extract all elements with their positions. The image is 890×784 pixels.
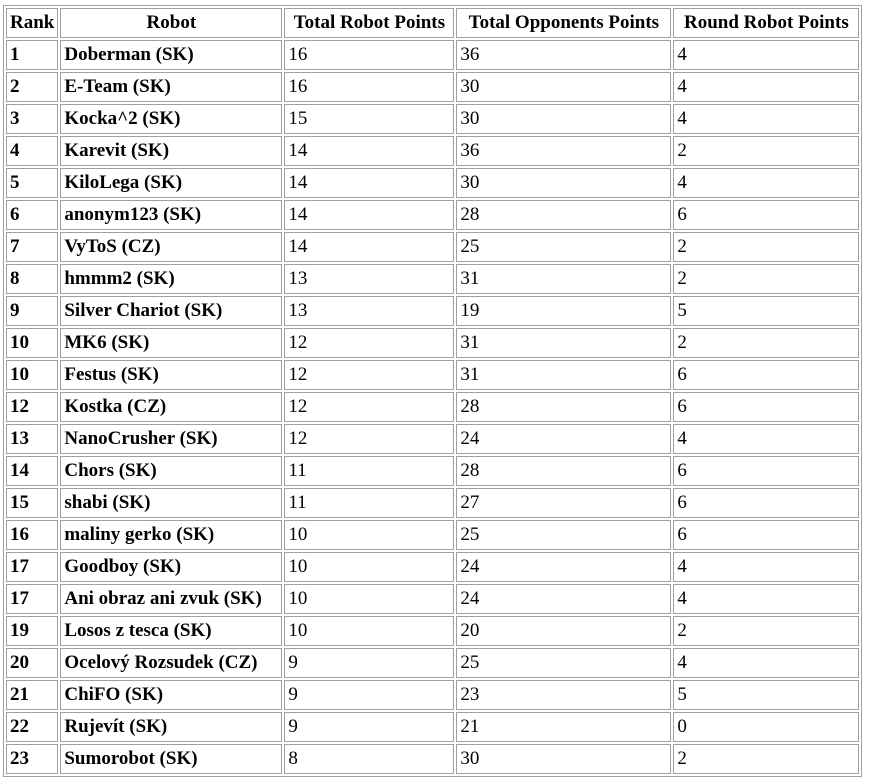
round-robot-points-cell: 4 [673, 648, 859, 678]
table-row [6, 648, 859, 678]
round-robot-points-cell: 4 [673, 72, 859, 102]
rank-cell: 7 [6, 232, 58, 262]
table-row [6, 72, 859, 102]
rank-cell: 8 [6, 264, 58, 294]
total-opponents-points-cell: 27 [456, 488, 671, 518]
rank-cell: 21 [6, 680, 58, 710]
table-row [6, 520, 859, 550]
table-body [6, 40, 859, 774]
table-row [6, 328, 859, 358]
round-robot-points-cell: 4 [673, 104, 859, 134]
total-robot-points-cell: 12 [284, 424, 454, 454]
total-robot-points-cell: 14 [284, 136, 454, 166]
total-opponents-points-cell: 24 [456, 424, 671, 454]
round-robot-points-cell: 6 [673, 488, 859, 518]
round-robot-points-cell: 2 [673, 264, 859, 294]
total-opponents-points-cell: 23 [456, 680, 671, 710]
table-row [6, 264, 859, 294]
robot-cell: Kocka^2 (SK) [60, 104, 282, 134]
rank-cell: 13 [6, 424, 58, 454]
robot-cell: Festus (SK) [60, 360, 282, 390]
rank-cell: 9 [6, 296, 58, 326]
round-robot-points-cell: 0 [673, 712, 859, 742]
total-opponents-points-cell: 19 [456, 296, 671, 326]
table-row [6, 488, 859, 518]
robot-cell: ChiFO (SK) [60, 680, 282, 710]
table-row [6, 584, 859, 614]
robot-cell: anonym123 (SK) [60, 200, 282, 230]
rank-cell: 23 [6, 744, 58, 774]
total-robot-points-cell: 11 [284, 456, 454, 486]
round-robot-points-cell: 6 [673, 360, 859, 390]
robot-cell: Silver Chariot (SK) [60, 296, 282, 326]
robot-cell: Rujevít (SK) [60, 712, 282, 742]
rank-cell: 20 [6, 648, 58, 678]
round-robot-points-cell: 2 [673, 744, 859, 774]
rank-cell: 2 [6, 72, 58, 102]
table-header [6, 8, 859, 38]
robot-cell: hmmm2 (SK) [60, 264, 282, 294]
table-row [6, 40, 859, 70]
total-opponents-points-cell: 20 [456, 616, 671, 646]
table-row [6, 424, 859, 454]
header-row [6, 8, 859, 38]
round-robot-points-cell: 4 [673, 424, 859, 454]
total-robot-points-cell: 10 [284, 584, 454, 614]
total-robot-points-cell: 9 [284, 680, 454, 710]
robot-cell: KiloLega (SK) [60, 168, 282, 198]
total-opponents-points-cell: 36 [456, 40, 671, 70]
rank-cell: 17 [6, 552, 58, 582]
robot-cell: shabi (SK) [60, 488, 282, 518]
robot-cell: Chors (SK) [60, 456, 282, 486]
table-row [6, 104, 859, 134]
header-rank: Rank [6, 8, 58, 38]
total-robot-points-cell: 10 [284, 616, 454, 646]
robot-cell: Doberman (SK) [60, 40, 282, 70]
rank-cell: 19 [6, 616, 58, 646]
table-row [6, 616, 859, 646]
total-robot-points-cell: 15 [284, 104, 454, 134]
total-opponents-points-cell: 30 [456, 104, 671, 134]
robot-cell: Ani obraz ani zvuk (SK) [60, 584, 282, 614]
rank-cell: 10 [6, 328, 58, 358]
robot-cell: Ocelový Rozsudek (CZ) [60, 648, 282, 678]
rank-cell: 14 [6, 456, 58, 486]
table-row [6, 296, 859, 326]
table-row [6, 744, 859, 774]
header-robot: Robot [60, 8, 282, 38]
total-robot-points-cell: 10 [284, 520, 454, 550]
round-robot-points-cell: 4 [673, 168, 859, 198]
total-robot-points-cell: 14 [284, 200, 454, 230]
total-robot-points-cell: 14 [284, 232, 454, 262]
header-total-opponents-points: Total Opponents Points [456, 8, 671, 38]
round-robot-points-cell: 2 [673, 616, 859, 646]
table-row [6, 200, 859, 230]
rank-cell: 3 [6, 104, 58, 134]
table-row [6, 552, 859, 582]
rank-cell: 15 [6, 488, 58, 518]
total-robot-points-cell: 16 [284, 72, 454, 102]
round-robot-points-cell: 6 [673, 456, 859, 486]
rank-cell: 22 [6, 712, 58, 742]
round-robot-points-cell: 6 [673, 200, 859, 230]
total-opponents-points-cell: 30 [456, 744, 671, 774]
rank-cell: 10 [6, 360, 58, 390]
rank-cell: 6 [6, 200, 58, 230]
total-robot-points-cell: 12 [284, 392, 454, 422]
total-opponents-points-cell: 24 [456, 552, 671, 582]
total-opponents-points-cell: 36 [456, 136, 671, 166]
total-robot-points-cell: 12 [284, 360, 454, 390]
rank-cell: 1 [6, 40, 58, 70]
total-robot-points-cell: 9 [284, 648, 454, 678]
rank-cell: 17 [6, 584, 58, 614]
results-table [3, 5, 862, 777]
total-robot-points-cell: 10 [284, 552, 454, 582]
table-row [6, 168, 859, 198]
total-robot-points-cell: 9 [284, 712, 454, 742]
robot-cell: MK6 (SK) [60, 328, 282, 358]
round-robot-points-cell: 6 [673, 520, 859, 550]
table-row [6, 712, 859, 742]
round-robot-points-cell: 4 [673, 40, 859, 70]
total-robot-points-cell: 12 [284, 328, 454, 358]
total-opponents-points-cell: 21 [456, 712, 671, 742]
total-robot-points-cell: 11 [284, 488, 454, 518]
total-opponents-points-cell: 28 [456, 392, 671, 422]
table-row [6, 392, 859, 422]
table-row [6, 136, 859, 166]
robot-cell: Kostka (CZ) [60, 392, 282, 422]
table-row [6, 680, 859, 710]
robot-cell: NanoCrusher (SK) [60, 424, 282, 454]
round-robot-points-cell: 5 [673, 680, 859, 710]
total-opponents-points-cell: 28 [456, 456, 671, 486]
table-row [6, 232, 859, 262]
total-robot-points-cell: 14 [284, 168, 454, 198]
round-robot-points-cell: 4 [673, 584, 859, 614]
round-robot-points-cell: 5 [673, 296, 859, 326]
total-opponents-points-cell: 24 [456, 584, 671, 614]
total-robot-points-cell: 8 [284, 744, 454, 774]
robot-cell: VyToS (CZ) [60, 232, 282, 262]
total-opponents-points-cell: 25 [456, 520, 671, 550]
round-robot-points-cell: 6 [673, 392, 859, 422]
total-opponents-points-cell: 25 [456, 232, 671, 262]
robot-cell: E-Team (SK) [60, 72, 282, 102]
table-row [6, 456, 859, 486]
robot-cell: Sumorobot (SK) [60, 744, 282, 774]
total-robot-points-cell: 13 [284, 296, 454, 326]
header-round-robot-points: Round Robot Points [673, 8, 859, 38]
robot-cell: Karevit (SK) [60, 136, 282, 166]
table-row [6, 360, 859, 390]
rank-cell: 12 [6, 392, 58, 422]
round-robot-points-cell: 2 [673, 328, 859, 358]
total-opponents-points-cell: 31 [456, 360, 671, 390]
rank-cell: 16 [6, 520, 58, 550]
total-opponents-points-cell: 30 [456, 168, 671, 198]
total-robot-points-cell: 13 [284, 264, 454, 294]
total-opponents-points-cell: 28 [456, 200, 671, 230]
round-robot-points-cell: 2 [673, 232, 859, 262]
total-opponents-points-cell: 31 [456, 264, 671, 294]
total-robot-points-cell: 16 [284, 40, 454, 70]
rank-cell: 4 [6, 136, 58, 166]
total-opponents-points-cell: 31 [456, 328, 671, 358]
round-robot-points-cell: 4 [673, 552, 859, 582]
robot-cell: Losos z tesca (SK) [60, 616, 282, 646]
header-total-robot-points: Total Robot Points [284, 8, 454, 38]
robot-cell: Goodboy (SK) [60, 552, 282, 582]
rank-cell: 5 [6, 168, 58, 198]
total-opponents-points-cell: 30 [456, 72, 671, 102]
robot-cell: maliny gerko (SK) [60, 520, 282, 550]
round-robot-points-cell: 2 [673, 136, 859, 166]
total-opponents-points-cell: 25 [456, 648, 671, 678]
